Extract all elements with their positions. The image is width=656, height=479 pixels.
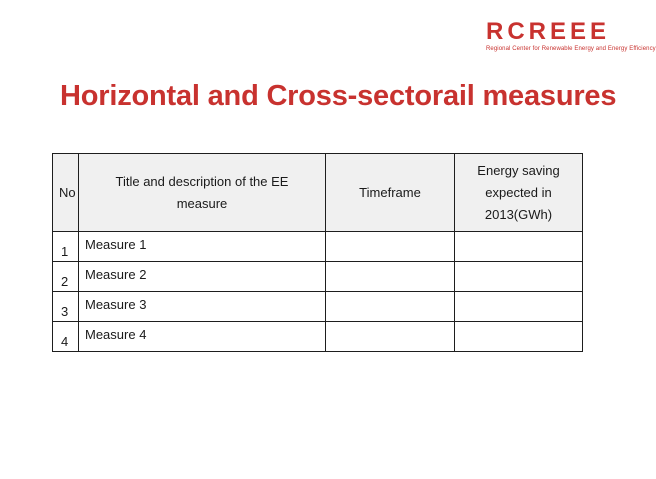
- row-timeframe: [326, 322, 455, 352]
- row-timeframe: [326, 262, 455, 292]
- table-row: [53, 322, 583, 352]
- row-timeframe: [326, 232, 455, 262]
- row-measure-title: Measure 3: [79, 292, 326, 322]
- row-measure-title: Measure 2: [79, 262, 326, 292]
- table-header-row: [53, 154, 583, 232]
- slide-title: Horizontal and Cross-sectorail measures: [60, 80, 617, 112]
- logo-tagline: Regional Center for Renewable Energy and Energy Efficiency: [486, 46, 656, 52]
- rcreee-logo: [486, 18, 656, 52]
- row-number: 3: [53, 292, 79, 322]
- table-row: [53, 262, 583, 292]
- row-measure-title: Measure 1: [79, 232, 326, 262]
- table-row: [53, 232, 583, 262]
- row-number: 2: [53, 262, 79, 292]
- row-energy-saving: [455, 262, 583, 292]
- row-number: 4: [53, 322, 79, 352]
- measures-table: [52, 153, 583, 352]
- row-number: 1: [53, 232, 79, 262]
- row-energy-saving: [455, 322, 583, 352]
- row-timeframe: [326, 292, 455, 322]
- row-energy-saving: [455, 232, 583, 262]
- row-measure-title: Measure 4: [79, 322, 326, 352]
- table-row: [53, 292, 583, 322]
- header-no: No: [53, 154, 79, 232]
- header-title: Title and description of the EE measure: [79, 154, 326, 232]
- logo-wordmark: RCREEE: [486, 18, 611, 45]
- header-timeframe: Timeframe: [326, 154, 455, 232]
- row-energy-saving: [455, 292, 583, 322]
- header-energy-saving: Energy saving expected in 2013(GWh): [455, 154, 583, 232]
